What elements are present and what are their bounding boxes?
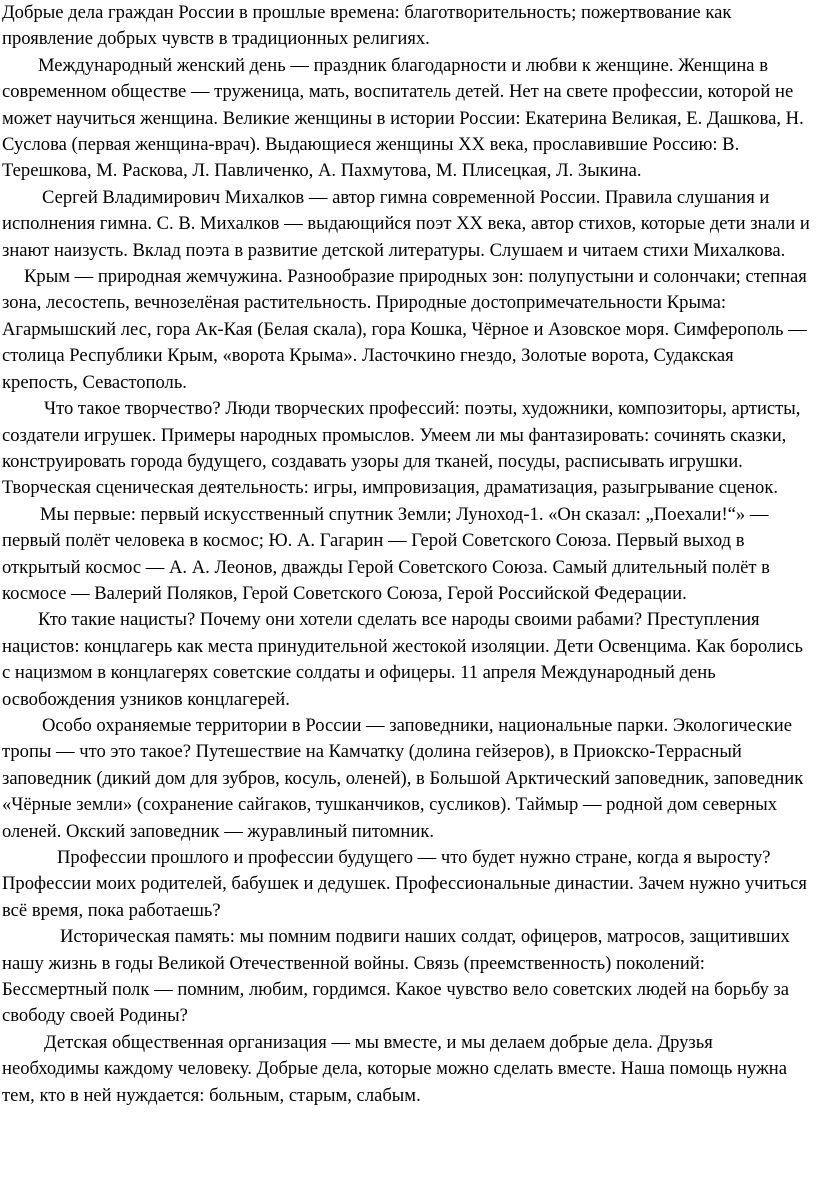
- paragraph-creativity: Что такое творчество? Люди творческих профессий: поэты, художники, композиторы, артисты, создатели игрушек. Примеры народных промыслов. Умеем ли мы фантазировать: сочинять сказки, конструировать города будущего, создавать узоры для тканей, посуды, расписывать игрушки. Творческая сценическая деятельность: игры, импровизация, драматизация, разыгрывание сценок.: [2, 398, 801, 499]
- paragraph-historical-memory: Историческая память: мы помним подвиги наших солдат, офицеров, матросов, защитивших нашу жизнь в годы Великой Отечественной войны. Связь (преемственность) поколений: Бессмертный полк — помним, любим, гордимся. Какое чувство вело советских людей на борьбу за свободу своей Родины?: [2, 926, 790, 1027]
- paragraph-charity: Добрые дела граждан России в прошлые времена: благотворительность; пожертвование как проявление добрых чувств в традиционных религиях.: [2, 2, 732, 50]
- paragraph-space: Мы первые: первый искусственный спутник Земли; Луноход-1. «Он сказал: „Поехали!“» — первый полёт человека в космос; Ю. А. Гагарин — Герой Советского Союза. Первый выход в открытый космос — А. А. Леонов, дважды Герой Советского Союза. Самый длительный полёт в космосе — Валерий Поляков, Герой Советского Союза, Герой Российской Федерации.: [2, 503, 770, 604]
- paragraph-professions: Профессии прошлого и профессии будущего — что будет нужно стране, когда я выросту? Профессии моих родителей, бабушек и дедушек. Профессиональные династии. Зачем нужно учиться всё время, пока работаешь?: [2, 847, 807, 921]
- paragraph-nazism: Кто такие нацисты? Почему они хотели сделать все народы своими рабами? Преступления нацистов: концлагерь как места принудительной жестокой изоляции. Дети Освенцима. Как боролись с нацизмом в концлагерях советские солдаты и офицеры. 11 апреля Международный день освобождения узников концлагерей.: [2, 609, 803, 710]
- paragraph-womens-day: Международный женский день — праздник благодарности и любви к женщине. Женщина в современном обществе — труженица, мать, воспитатель детей. Нет на свете профессии, которой не может научиться женщина. Великие женщины в истории России: Екатерина Великая, Е. Дашкова, Н. Суслова (первая женщина-врач). Выдающиеся женщины XX века, прославившие Россию: В. Терешкова, М. Раскова, Л. Павличенко, А. Пахмутова, М. Плисецкая, Л. Зыкина.: [2, 54, 804, 182]
- paragraph-reserves: Особо охраняемые территории в России — заповедники, национальные парки. Экологические тропы — что это такое? Путешествие на Камчатку (долина гейзеров), в Приокско-Террасный заповедник (дикий дом для зубров, косуль, оленей), в Большой Арктический заповедник, заповедник «Чёрные земли» (сохранение сайгаков, тушканчиков, сусликов). Таймыр — родной дом северных оленей. Окский заповедник — журавлиный питомник.: [2, 714, 804, 842]
- paragraph-childrens-organization: Детская общественная организация — мы вместе, и мы делаем добрые дела. Друзья необходимы каждому человеку. Добрые дела, которые можно сделать вместе. Наша помощь нужна тем, кто в ней нуждается: больным, старым, слабым.: [2, 1031, 788, 1106]
- paragraph-mikhalkov: Сергей Владимирович Михалков — автор гимна современной России. Правила слушания и исполнения гимна. С. В. Михалков — выдающийся поэт XX века, автор стихов, которые дети знали и знают наизусть. Вклад поэта в развитие детской литературы. Слушаем и читаем стихи Михалкова.: [2, 186, 810, 261]
- paragraph-crimea: Крым — природная жемчужина. Разнообразие природных зон: полупустыни и солончаки; степная зона, лесостепь, вечнозелёная растительность. Природные достопримечательности Крыма: Агармышский лес, гора Ак-Кая (Белая скала), гора Кошка, Чёрное и Азовское моря. Симферополь — столица Республики Крым, «ворота Крыма». Ласточкино гнездо, Золотые ворота, Судакская крепость, Севастополь.: [2, 266, 807, 393]
